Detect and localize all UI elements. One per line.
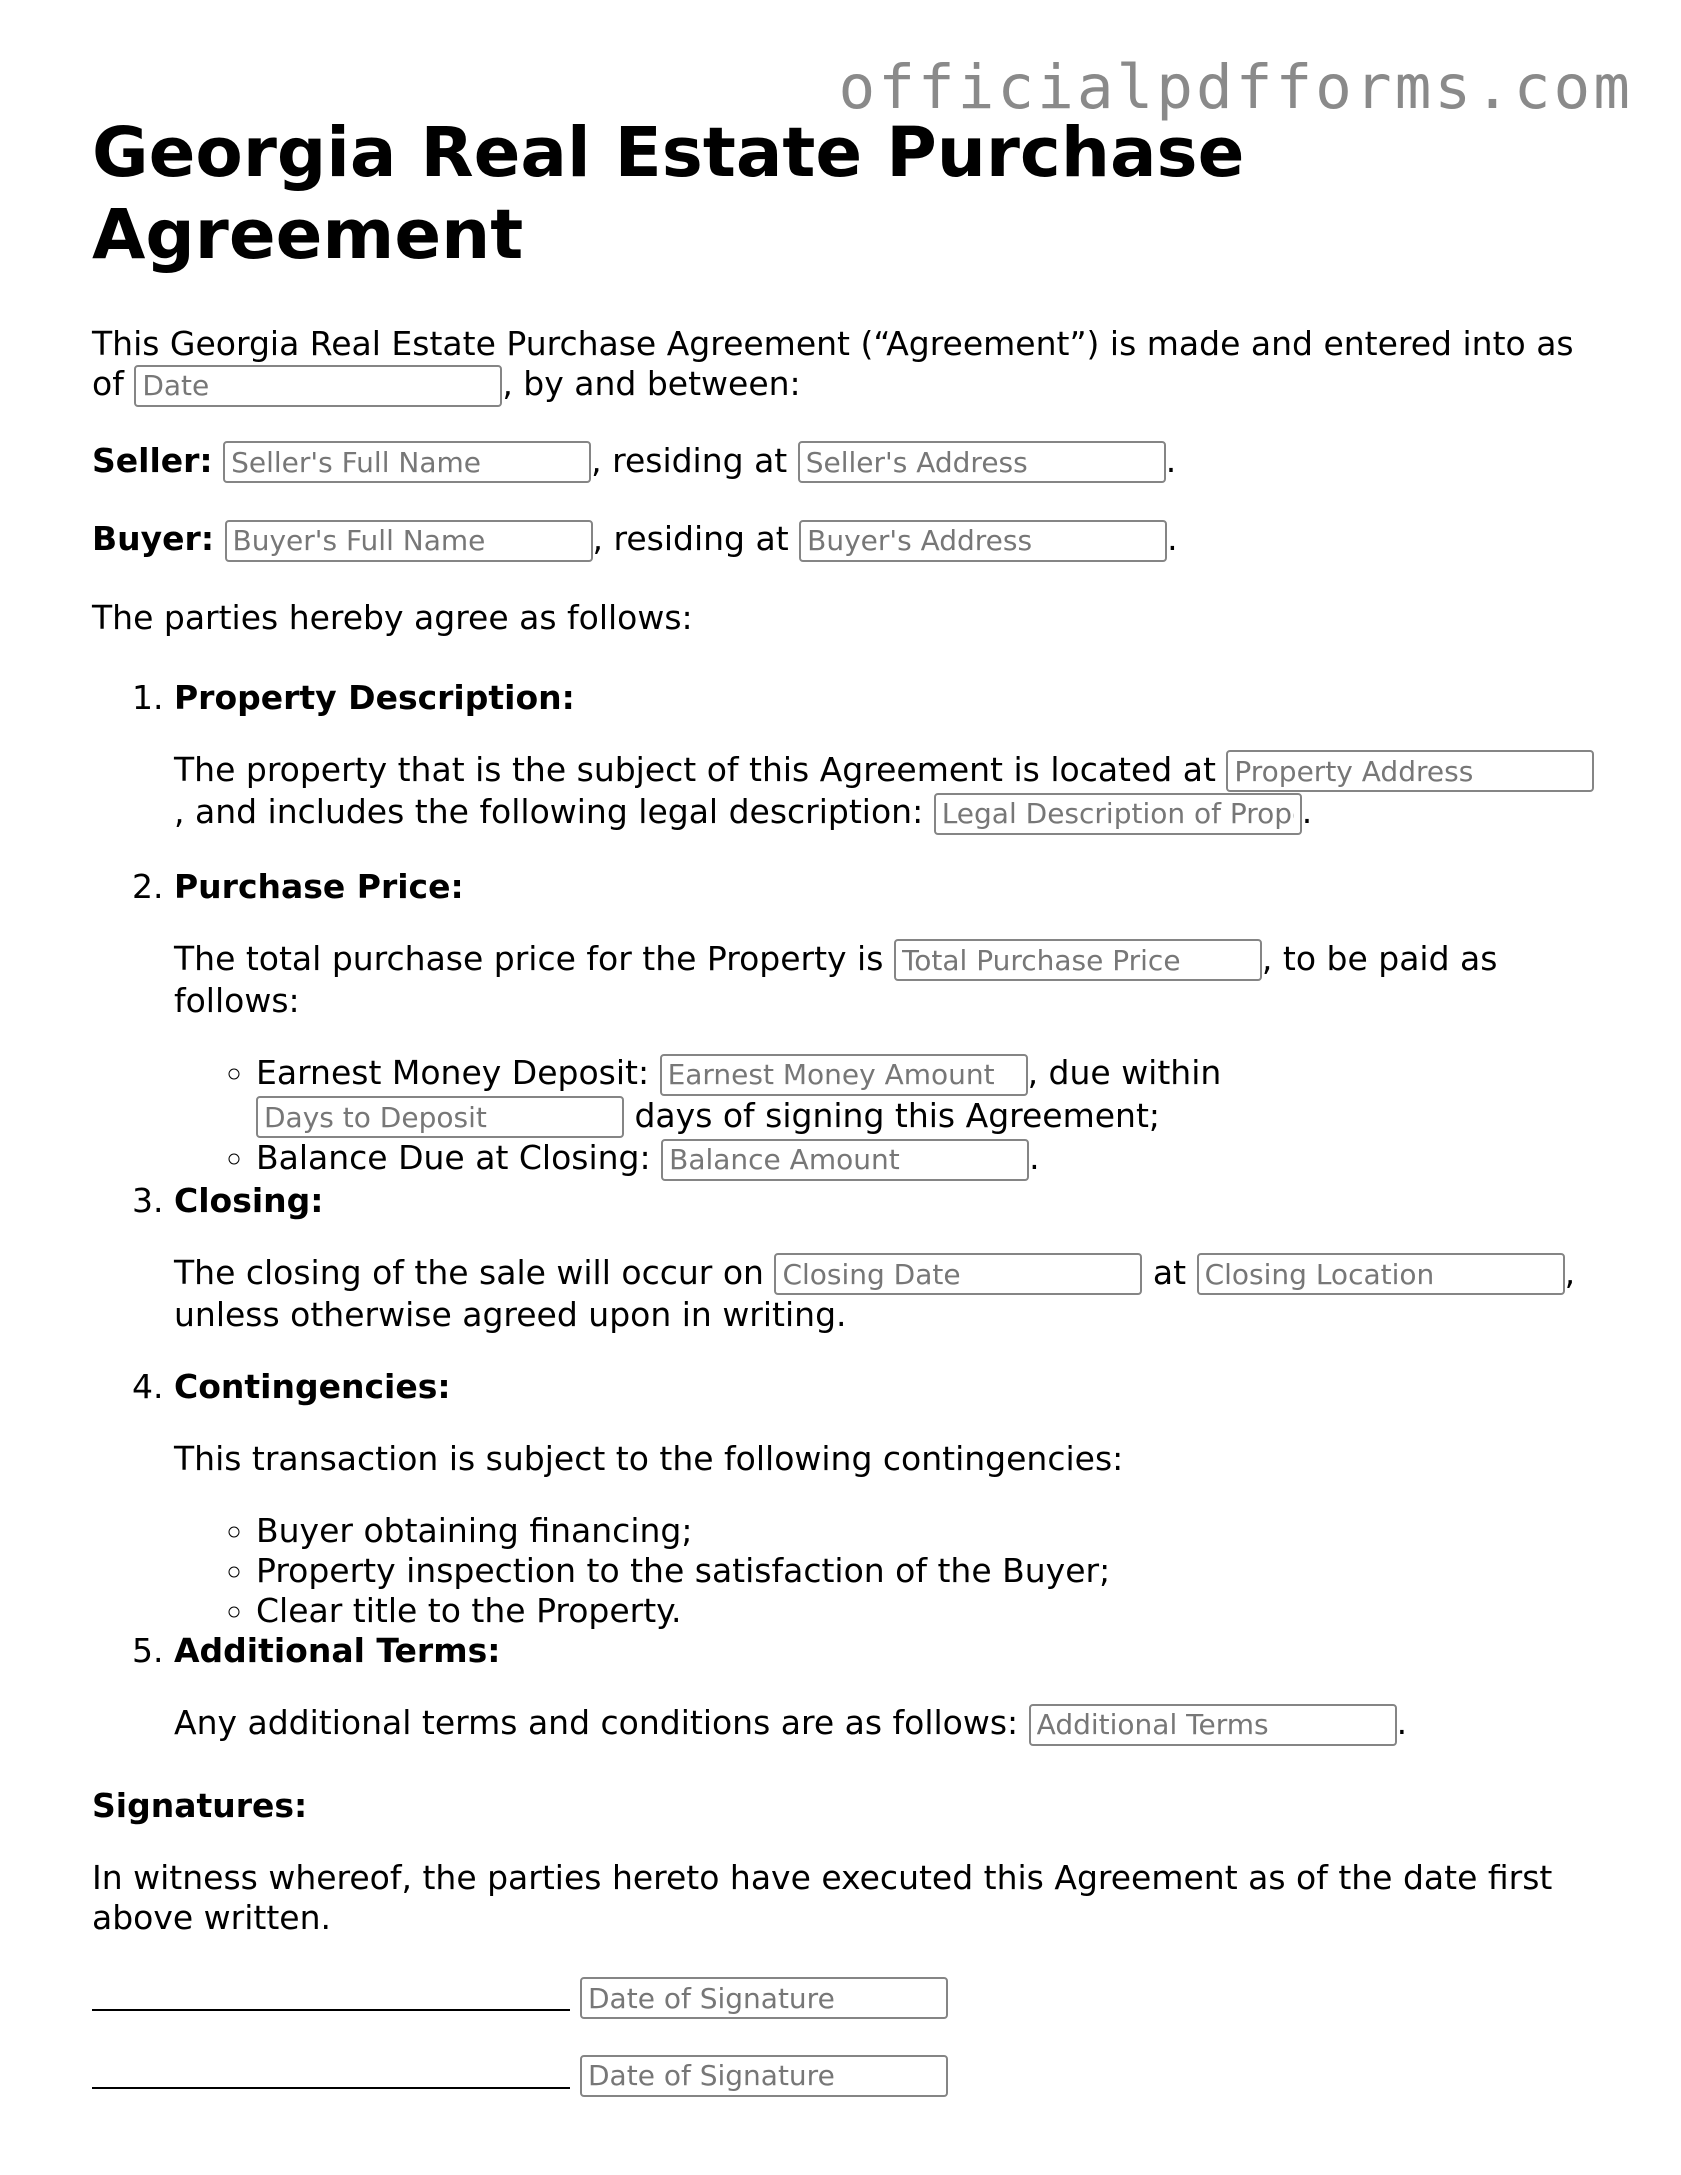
closing-date-input[interactable] (774, 1253, 1142, 1295)
intro-paragraph (92, 324, 1602, 407)
seller-line (92, 441, 1602, 484)
section-price (174, 867, 1602, 1181)
seller-label: Seller: (92, 440, 213, 480)
signature-row-1 (92, 1976, 1602, 2020)
property-address-input[interactable] (1226, 750, 1594, 792)
section-text (174, 750, 1602, 835)
signature-date-input-2[interactable] (580, 2055, 948, 2097)
watermark: officialpdfforms.com (838, 52, 1633, 123)
property-text: The property that is the subject of this Agreement is located at (174, 749, 1227, 789)
section-additional (174, 1631, 1602, 1746)
legal-description-input[interactable] (934, 793, 1302, 835)
buyer-end: . (1167, 519, 1178, 558)
balance-end: . (1029, 1138, 1040, 1177)
signature-row-2 (92, 2053, 1602, 2097)
agreement-date-input[interactable] (134, 365, 502, 407)
days-text: days of signing this Agreement; (624, 1095, 1161, 1135)
days-to-deposit-input[interactable] (256, 1096, 624, 1138)
section-text (174, 939, 1602, 1022)
earnest-label: Earnest Money Deposit: (256, 1053, 660, 1092)
section-closing (174, 1181, 1602, 1336)
buyer-address-input[interactable] (799, 520, 1167, 562)
buyer-name-input[interactable] (225, 520, 593, 562)
signature-line[interactable] (92, 1985, 570, 2011)
buyer-residing-text: , residing at (592, 519, 800, 558)
payment-list (174, 1053, 1602, 1181)
buyer-line (92, 519, 1602, 562)
section-title: 1. Property Description: (174, 677, 575, 717)
list-item (256, 1053, 1602, 1138)
section-title: 3. Closing: (174, 1180, 324, 1220)
signatures-text: In witness whereof, the parties hereto have executed this Agreement as of the date first above written. (92, 1857, 1553, 1937)
closing-text: The closing of the sale will occur on (174, 1252, 775, 1292)
list-item: ◦ Clear title to the Property. (256, 1591, 1602, 1631)
intro-text-after: , by and between: (502, 364, 801, 403)
additional-text: Any additional terms and conditions are as follows: (174, 1703, 1029, 1742)
property-legal-text: , and includes the following legal description: (174, 792, 934, 831)
additional-terms-input[interactable] (1029, 1704, 1397, 1746)
price-text: The total purchase price for the Property is (174, 938, 894, 978)
seller-residing-text: , residing at (591, 440, 798, 480)
signature-date-input-1[interactable] (580, 1977, 948, 2019)
property-end: . (1301, 792, 1313, 831)
price-text-after: , to be paid as follows: (174, 938, 1498, 1020)
due-within-text: , due within (1027, 1053, 1222, 1092)
list-item: ◦ Property inspection to the satisfaction of the Buyer; (256, 1551, 1602, 1591)
list-item (256, 1138, 1602, 1181)
page-title: Georgia Real Estate Purchase Agreement (92, 113, 1245, 275)
section-title: 2. Purchase Price: (174, 866, 464, 906)
balance-label: Balance Due at Closing: (256, 1138, 662, 1177)
section-text: This transaction is subject to the following contingencies: (174, 1439, 1124, 1478)
section-title: 5. Additional Terms: (174, 1631, 501, 1670)
parties-agree-text: The parties hereby agree as follows: (92, 597, 693, 637)
signatures-heading: Signatures: (92, 1785, 308, 1825)
sections-list (92, 678, 1602, 1746)
signature-line[interactable] (92, 2063, 570, 2089)
purchase-price-input[interactable] (894, 939, 1262, 981)
section-contingencies (174, 1367, 1602, 1631)
buyer-label: Buyer: (92, 519, 215, 558)
closing-location-input[interactable] (1197, 1253, 1565, 1295)
section-text (174, 1703, 1602, 1746)
intro-text: This Georgia Real Estate Purchase Agreement (“Agreement”) is made and entered into as of (92, 324, 1574, 403)
additional-end: . (1396, 1703, 1408, 1742)
list-item: ◦ Buyer obtaining financing; (256, 1511, 1602, 1551)
section-property (174, 678, 1602, 835)
seller-end: . (1165, 440, 1177, 480)
document-body (92, 112, 1602, 2131)
seller-name-input[interactable] (223, 441, 591, 483)
closing-text-after: , unless otherwise agreed upon in writing. (174, 1252, 1576, 1334)
contingencies-list (174, 1511, 1602, 1631)
section-text (174, 1253, 1602, 1336)
balance-amount-input[interactable] (661, 1139, 1029, 1181)
seller-address-input[interactable] (798, 441, 1166, 483)
section-title: 4. Contingencies: (174, 1367, 451, 1406)
earnest-money-input[interactable] (660, 1054, 1028, 1096)
closing-at-text: at (1142, 1252, 1197, 1292)
